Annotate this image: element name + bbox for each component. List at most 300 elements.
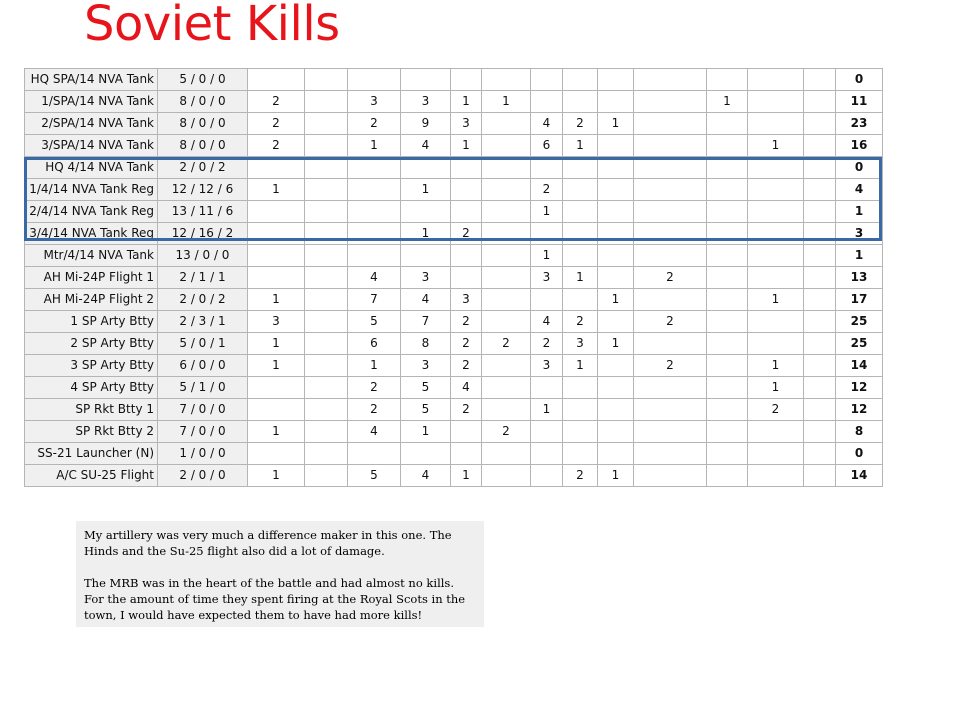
kill-count-cell [305,377,348,399]
kill-count-cell: 1 [248,355,305,377]
kill-count-cell: 1 [531,245,563,267]
kill-count-cell [598,179,634,201]
kill-count-cell [598,91,634,113]
strength-cell: 13 / 0 / 0 [158,245,248,267]
kill-count-cell [707,443,748,465]
total-kills-cell: 3 [836,223,883,245]
kill-count-cell [482,179,531,201]
kill-count-cell: 3 [248,311,305,333]
kill-count-cell [748,421,804,443]
kill-count-cell [634,69,707,91]
kill-count-cell: 3 [401,267,451,289]
kill-count-cell [748,465,804,487]
unit-name-cell: HQ 4/14 NVA Tank [25,157,158,179]
kill-count-cell [748,443,804,465]
kill-count-cell: 3 [531,267,563,289]
kill-count-cell [563,289,598,311]
kill-count-cell [451,157,482,179]
kill-count-cell [305,201,348,223]
kill-count-cell [348,443,401,465]
kill-count-cell: 2 [748,399,804,421]
table-row [25,157,883,179]
kill-count-cell [563,245,598,267]
kill-count-cell [804,201,836,223]
total-kills-cell: 1 [836,245,883,267]
kill-count-cell [348,223,401,245]
kill-count-cell [563,201,598,223]
kill-count-cell [563,179,598,201]
table-row [25,333,883,355]
kill-count-cell [401,443,451,465]
table-row [25,443,883,465]
unit-name-cell: 2 SP Arty Btty [25,333,158,355]
unit-name-cell: 4 SP Arty Btty [25,377,158,399]
kill-count-cell [707,113,748,135]
kill-count-cell: 1 [563,267,598,289]
kill-count-cell [305,113,348,135]
kill-count-cell: 4 [401,135,451,157]
table-row [25,223,883,245]
kill-count-cell [531,421,563,443]
kill-count-cell: 1 [401,421,451,443]
table-row [25,311,883,333]
total-kills-cell: 12 [836,399,883,421]
unit-name-cell: 2/4/14 NVA Tank Reg [25,201,158,223]
kill-count-cell [598,223,634,245]
kill-count-cell [707,245,748,267]
page-title: Soviet Kills [84,0,340,52]
total-kills-cell: 25 [836,333,883,355]
kill-count-cell: 1 [748,289,804,311]
kill-count-cell [598,421,634,443]
kill-count-cell [804,355,836,377]
kill-count-cell: 2 [248,113,305,135]
kill-count-cell [451,69,482,91]
kill-count-cell [563,421,598,443]
kill-count-cell: 1 [348,355,401,377]
kill-count-cell [804,113,836,135]
kill-count-cell [531,69,563,91]
note-paragraph-1: My artillery was very much a difference maker in this one. The Hinds and the Su-25 flight also did a lot of damage. [84,528,452,558]
kill-count-cell: 1 [598,113,634,135]
kill-count-cell [531,465,563,487]
kill-count-cell [707,355,748,377]
kill-count-cell [804,179,836,201]
kill-count-cell: 4 [531,311,563,333]
kill-count-cell: 1 [563,355,598,377]
unit-name-cell: 3 SP Arty Btty [25,355,158,377]
kill-count-cell: 2 [451,223,482,245]
kill-count-cell [707,399,748,421]
kill-count-cell: 2 [563,113,598,135]
strength-cell: 8 / 0 / 0 [158,113,248,135]
kill-count-cell [634,201,707,223]
kill-count-cell [748,245,804,267]
strength-cell: 1 / 0 / 0 [158,443,248,465]
kill-count-cell [482,443,531,465]
kill-count-cell [634,113,707,135]
table-row [25,113,883,135]
kill-count-cell: 3 [531,355,563,377]
kill-count-cell [531,443,563,465]
kill-count-cell [804,223,836,245]
kill-count-cell [634,465,707,487]
kill-count-cell [634,157,707,179]
kill-count-cell [598,157,634,179]
kill-count-cell [598,377,634,399]
kill-count-cell [804,245,836,267]
kill-count-cell: 2 [634,355,707,377]
kill-count-cell [482,289,531,311]
total-kills-cell: 17 [836,289,883,311]
kill-count-cell: 6 [531,135,563,157]
strength-cell: 8 / 0 / 0 [158,91,248,113]
kill-count-cell: 2 [482,421,531,443]
kill-count-cell: 1 [401,223,451,245]
kill-count-cell [748,91,804,113]
kill-count-cell: 8 [401,333,451,355]
kill-count-cell [804,443,836,465]
kill-count-cell [305,465,348,487]
kill-count-cell [482,377,531,399]
kill-count-cell: 2 [634,311,707,333]
kill-count-cell [598,443,634,465]
kill-count-cell [305,157,348,179]
strength-cell: 2 / 1 / 1 [158,267,248,289]
kill-count-cell: 1 [748,377,804,399]
kill-count-cell [634,223,707,245]
kill-count-cell [348,179,401,201]
kill-count-cell [804,421,836,443]
table-row [25,289,883,311]
kill-count-cell [482,465,531,487]
kill-count-cell [482,223,531,245]
kill-count-cell: 5 [401,399,451,421]
kill-count-cell [248,267,305,289]
kill-count-cell [707,465,748,487]
kill-count-cell: 3 [401,91,451,113]
kill-count-cell [305,399,348,421]
kill-count-cell: 4 [348,421,401,443]
strength-cell: 12 / 16 / 2 [158,223,248,245]
kill-count-cell [804,91,836,113]
kill-count-cell [707,201,748,223]
kill-count-cell [804,135,836,157]
kill-count-cell [451,421,482,443]
kill-count-cell [634,179,707,201]
strength-cell: 5 / 0 / 0 [158,69,248,91]
total-kills-cell: 0 [836,157,883,179]
strength-cell: 12 / 12 / 6 [158,179,248,201]
kill-count-cell [305,267,348,289]
kill-count-cell [748,201,804,223]
kill-count-cell [482,355,531,377]
strength-cell: 5 / 1 / 0 [158,377,248,399]
kill-count-cell [451,443,482,465]
kill-count-cell: 2 [348,377,401,399]
kill-count-cell [563,157,598,179]
kill-count-cell [748,267,804,289]
total-kills-cell: 14 [836,355,883,377]
kill-count-cell [563,443,598,465]
strength-cell: 2 / 0 / 2 [158,289,248,311]
kill-count-cell [748,311,804,333]
strength-cell: 2 / 0 / 0 [158,465,248,487]
kill-count-cell [305,355,348,377]
unit-name-cell: 1/SPA/14 NVA Tank [25,91,158,113]
kill-count-cell [531,91,563,113]
unit-name-cell: 2/SPA/14 NVA Tank [25,113,158,135]
kill-count-cell [348,201,401,223]
kill-count-cell [707,179,748,201]
kill-count-cell: 4 [401,289,451,311]
kill-count-cell [305,245,348,267]
kill-count-cell [482,135,531,157]
kill-count-cell [401,157,451,179]
unit-name-cell: SS-21 Launcher (N) [25,443,158,465]
kill-count-cell [348,245,401,267]
kill-count-cell [401,245,451,267]
kill-count-cell [707,157,748,179]
kill-count-cell [634,399,707,421]
kill-count-cell: 2 [451,333,482,355]
kill-count-cell: 1 [707,91,748,113]
kill-count-cell [401,201,451,223]
kill-count-cell: 1 [248,465,305,487]
kill-count-cell: 4 [531,113,563,135]
kill-count-cell [482,201,531,223]
kill-count-cell: 1 [482,91,531,113]
kill-count-cell: 5 [348,311,401,333]
total-kills-cell: 8 [836,421,883,443]
kill-count-cell [804,465,836,487]
kill-count-cell [305,91,348,113]
kill-count-cell [804,69,836,91]
kill-count-cell [248,201,305,223]
kill-count-cell [248,399,305,421]
kill-count-cell [248,245,305,267]
kill-count-cell [248,377,305,399]
kill-count-cell [598,69,634,91]
kill-count-cell: 2 [451,399,482,421]
commentary-note [76,521,484,627]
kill-count-cell [707,135,748,157]
kill-count-cell: 6 [348,333,401,355]
kill-count-cell [598,135,634,157]
total-kills-cell: 4 [836,179,883,201]
kill-count-cell: 9 [401,113,451,135]
note-paragraph-2: The MRB was in the heart of the battle and had almost no kills. For the amount of time they spent firing at the Royal Scots in the town, I would have expected them to have had more kills! [84,576,466,622]
strength-cell: 6 / 0 / 0 [158,355,248,377]
kill-count-cell [451,245,482,267]
kill-count-cell: 2 [531,333,563,355]
total-kills-cell: 13 [836,267,883,289]
kill-count-cell [401,69,451,91]
total-kills-cell: 0 [836,443,883,465]
kill-count-cell [305,135,348,157]
kill-count-cell [804,311,836,333]
kill-count-cell: 2 [563,465,598,487]
kill-count-cell [707,289,748,311]
unit-name-cell: A/C SU-25 Flight [25,465,158,487]
kill-count-cell [804,267,836,289]
kill-count-cell [563,399,598,421]
strength-cell: 7 / 0 / 0 [158,399,248,421]
kill-count-cell [305,333,348,355]
strength-cell: 8 / 0 / 0 [158,135,248,157]
kill-count-cell: 3 [348,91,401,113]
kill-count-cell [707,267,748,289]
kill-count-cell: 7 [401,311,451,333]
table-row [25,201,883,223]
kill-count-cell [531,157,563,179]
kill-count-cell [482,311,531,333]
kill-count-cell: 1 [248,333,305,355]
kill-count-cell [804,157,836,179]
kill-count-cell: 1 [598,289,634,311]
unit-name-cell: AH Mi-24P Flight 1 [25,267,158,289]
kill-count-cell [748,179,804,201]
total-kills-cell: 11 [836,91,883,113]
table-row [25,421,883,443]
total-kills-cell: 23 [836,113,883,135]
kill-count-cell [305,311,348,333]
kill-count-cell: 1 [401,179,451,201]
kill-count-cell [707,333,748,355]
total-kills-cell: 25 [836,311,883,333]
kill-count-cell [707,377,748,399]
kill-count-cell [482,399,531,421]
kill-count-cell [598,201,634,223]
kill-count-cell [348,69,401,91]
total-kills-cell: 12 [836,377,883,399]
kill-count-cell [531,289,563,311]
unit-name-cell: HQ SPA/14 NVA Tank [25,69,158,91]
kill-count-cell [707,69,748,91]
kill-count-cell [748,157,804,179]
kill-count-cell [707,311,748,333]
kill-count-cell: 4 [401,465,451,487]
kill-count-cell: 2 [248,91,305,113]
kill-count-cell: 3 [451,113,482,135]
unit-name-cell: 3/SPA/14 NVA Tank [25,135,158,157]
table-row [25,179,883,201]
unit-name-cell: 1 SP Arty Btty [25,311,158,333]
unit-name-cell: Mtr/4/14 NVA Tank [25,245,158,267]
kill-count-cell: 2 [451,355,482,377]
kill-count-cell: 1 [451,135,482,157]
kill-count-cell: 4 [451,377,482,399]
kill-count-cell: 1 [248,289,305,311]
kill-count-cell: 2 [348,399,401,421]
table-row [25,245,883,267]
kill-count-cell [707,223,748,245]
kill-count-cell: 7 [348,289,401,311]
kill-count-cell [563,223,598,245]
kill-count-cell [248,69,305,91]
kill-count-cell [248,157,305,179]
kill-count-cell [305,421,348,443]
kill-count-cell: 2 [451,311,482,333]
kill-count-cell: 1 [451,91,482,113]
kill-count-cell [248,223,305,245]
kill-count-cell [305,69,348,91]
kill-count-cell: 2 [563,311,598,333]
kill-count-cell [748,113,804,135]
table-row [25,135,883,157]
kill-count-cell [451,179,482,201]
table-row [25,355,883,377]
table-row [25,465,883,487]
kill-count-cell: 1 [348,135,401,157]
kill-count-cell: 1 [248,179,305,201]
kill-count-cell [563,69,598,91]
kill-count-cell [305,223,348,245]
kill-count-cell [598,245,634,267]
unit-name-cell: 3/4/14 NVA Tank Reg [25,223,158,245]
strength-cell: 13 / 11 / 6 [158,201,248,223]
kill-count-cell [804,289,836,311]
kill-count-cell [804,399,836,421]
kill-count-cell [598,355,634,377]
table-row [25,399,883,421]
kill-count-cell: 1 [748,135,804,157]
total-kills-cell: 16 [836,135,883,157]
kill-count-cell [804,333,836,355]
kill-count-cell: 1 [748,355,804,377]
strength-cell: 2 / 0 / 2 [158,157,248,179]
kill-count-cell [634,377,707,399]
kill-count-cell: 2 [248,135,305,157]
kill-count-cell: 2 [634,267,707,289]
kill-count-cell: 2 [482,333,531,355]
kill-count-cell [634,333,707,355]
unit-name-cell: SP Rkt Btty 2 [25,421,158,443]
table-row [25,377,883,399]
kill-count-cell [707,421,748,443]
kill-count-cell: 2 [348,113,401,135]
unit-name-cell: AH Mi-24P Flight 2 [25,289,158,311]
kill-count-cell [598,399,634,421]
kill-count-cell [748,69,804,91]
kill-count-cell [482,69,531,91]
kills-table [24,68,883,487]
kill-count-cell: 1 [451,465,482,487]
kill-count-cell [634,421,707,443]
kill-count-cell [748,333,804,355]
unit-name-cell: 1/4/14 NVA Tank Reg [25,179,158,201]
kill-count-cell [305,289,348,311]
kill-count-cell [634,443,707,465]
kill-count-cell [482,113,531,135]
kill-count-cell [451,201,482,223]
kill-count-cell [634,245,707,267]
kill-count-cell [305,443,348,465]
table-row [25,69,883,91]
kill-count-cell: 5 [401,377,451,399]
kills-table-body [25,69,883,487]
kill-count-cell [482,267,531,289]
kill-count-cell: 5 [348,465,401,487]
kill-count-cell [563,377,598,399]
unit-name-cell: SP Rkt Btty 1 [25,399,158,421]
kill-count-cell [248,443,305,465]
kill-count-cell [804,377,836,399]
kill-count-cell [348,157,401,179]
kill-count-cell: 3 [451,289,482,311]
table-row [25,267,883,289]
strength-cell: 5 / 0 / 1 [158,333,248,355]
